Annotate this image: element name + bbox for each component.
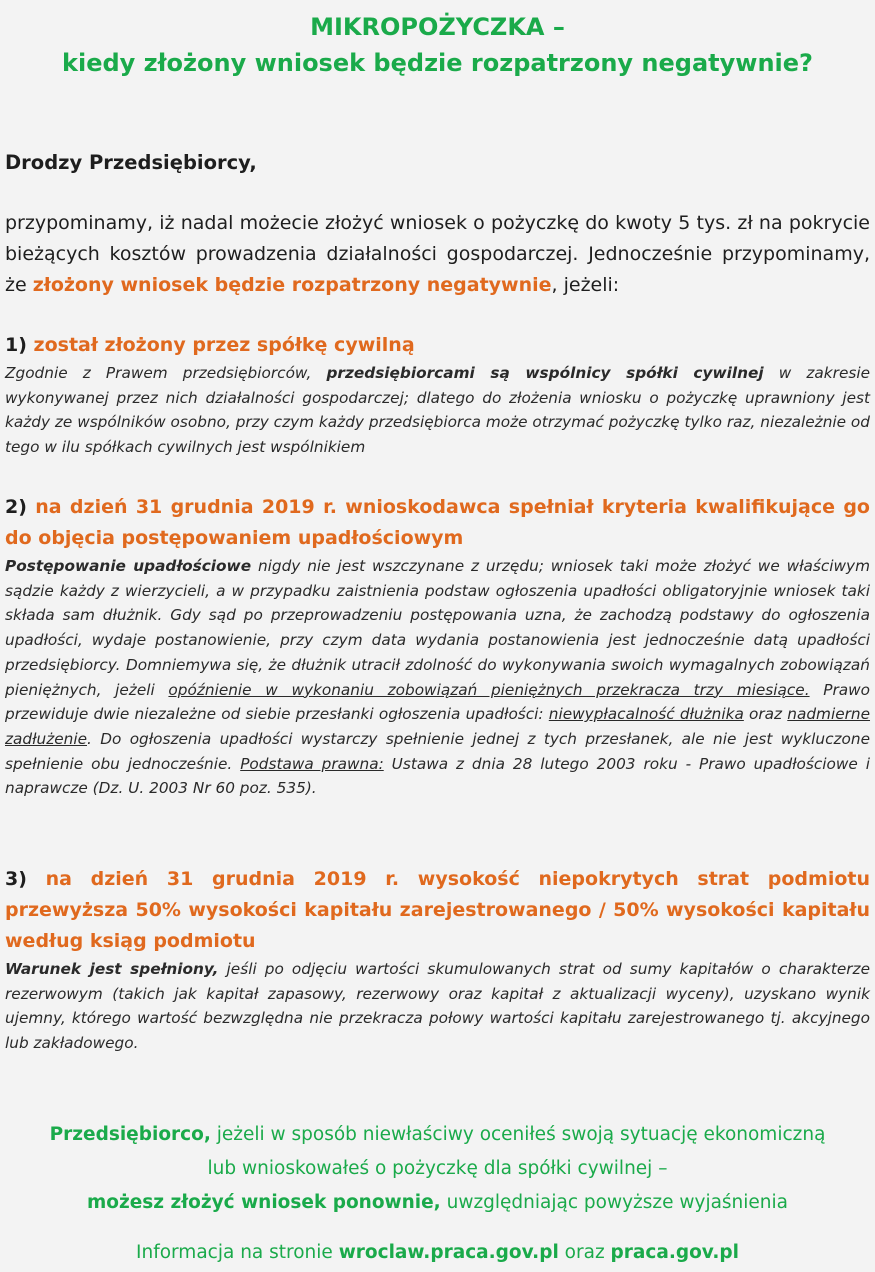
info-site-wroclaw: wroclaw.praca.gov.pl	[338, 1242, 559, 1263]
footer-bold: Przedsiębiorco,	[49, 1124, 211, 1145]
footer-line-3	[0, 1186, 875, 1220]
footer-bold: możesz złożyć wniosek ponownie,	[86, 1192, 441, 1213]
section-3	[5, 864, 870, 1056]
section-2-underline: nadmierne zadłużenie	[5, 705, 871, 748]
footer-line-2: lub wnioskowałeś o pożyczkę dla spółki cywilnej –	[207, 1158, 668, 1179]
section-1-bold: przedsiębiorcami są wspólnicy spółki cywilnej	[326, 364, 764, 382]
section-2-heading	[5, 492, 870, 554]
section-2-underline: niewypłacalność dłużnika	[548, 705, 744, 724]
intro-paragraph	[5, 208, 870, 301]
info-text: oraz	[558, 1242, 611, 1263]
section-3-number: 3)	[5, 868, 27, 890]
intro-text-2: , jeżeli:	[551, 274, 620, 296]
section-1-text: Zgodnie z Prawem przedsiębiorców,	[5, 364, 327, 382]
footer-text: jeżeli w sposób niewłaściwy oceniłeś swoją sytuację ekonomiczną	[210, 1124, 826, 1145]
section-1-body	[5, 361, 870, 460]
section-2-number: 2)	[5, 496, 27, 518]
section-2-text: Prawo przewiduje dwie niezależne od siebie przesłanki ogłoszenia upadłości:	[5, 680, 870, 724]
section-3-text: jeśli po odjęciu wartości skumulowanych strat od sumy kapitałów o charakterze rezerwowym (takich jak kapitał zapasowy, rezerwowy oraz kapitał z aktualizacji wyceny), uzyskano wynik ujemny, którego wartość bezwzględna nie przekracza połowy wartości kapitału zarejestrowanego tj. akcyjnego lub zakładowego.	[5, 960, 870, 1053]
section-2-text: . Do ogłoszenia upadłości wystarczy spełnienie jednej z tych przesłanek, ale nie jest wykluczone spełnienie obu jednocześnie.	[5, 729, 870, 773]
greeting: Drodzy Przedsiębiorcy,	[5, 151, 257, 174]
section-2-underline: opóźnienie w wykonaniu zobowiązań pieniężnych przekracza trzy miesiące.	[168, 680, 810, 699]
intro-text-1: przypominamy, iż nadal możecie złożyć wniosek o pożyczkę do kwoty 5 tys. zł na pokrycie bieżących kosztów prowadzenia działalności gospodarczej. Jednocześnie przypominamy, że	[5, 212, 870, 296]
footer-line-1	[0, 1118, 875, 1152]
section-1-text: w zakresie wykonywanej przez nich działalności gospodarczej; dlatego do złożenia wniosku o pożyczkę uprawniony jest każdy ze wspólników osobno, przy czym każdy przedsiębiorca może otrzymać pożyczkę tylko raz, niezależnie od tego w ilu spółkach cywilnych jest wspólnikiem	[5, 364, 870, 457]
section-3-heading	[5, 864, 870, 957]
section-1-title: został złożony przez spółkę cywilną	[33, 334, 415, 356]
info-site-praca: praca.gov.pl	[610, 1242, 739, 1263]
info-line	[0, 1236, 875, 1270]
section-2-text: oraz	[743, 705, 788, 724]
info-text: Informacja na stronie	[136, 1242, 339, 1263]
section-2-body	[5, 554, 870, 801]
title-line-2: kiedy złożony wniosek będzie rozpatrzony negatywnie?	[62, 49, 813, 77]
page-title	[5, 0, 870, 81]
section-2-text: Ustawa z dnia 28 lutego 2003 roku - Prawo upadłościowe i naprawcze (Dz. U. 2003 Nr 60 poz. 535).	[5, 754, 870, 798]
section-3-title: na dzień 31 grudnia 2019 r. wysokość niepokrytych strat podmiotu przewyższa 50% wysokości kapitału zarejestrowanego / 50% wysokości kapitału według ksiąg podmiotu	[5, 868, 870, 952]
section-3-bold: Warunek jest spełniony,	[5, 960, 219, 978]
footer-message	[0, 1118, 875, 1220]
section-2-title: na dzień 31 grudnia 2019 r. wnioskodawca spełniał kryteria kwalifikujące go do objęcia postępowaniem upadłościowym	[5, 496, 870, 549]
title-line-1: MIKROPOŻYCZKA –	[310, 13, 565, 41]
section-2-bold: Postępowanie upadłościowe	[5, 557, 252, 575]
intro-highlight: złożony wniosek będzie rozpatrzony negatywnie	[32, 274, 552, 296]
section-2-underline: Podstawa prawna:	[240, 754, 384, 773]
section-2	[5, 492, 870, 801]
section-1-heading	[5, 330, 870, 361]
section-1	[5, 330, 870, 460]
footer-text: uwzględniając powyższe wyjaśnienia	[440, 1192, 789, 1213]
section-1-number: 1)	[5, 334, 27, 356]
section-2-text: nigdy nie jest wszczynane z urzędu; wniosek taki może złożyć we właściwym sądzie każdy z wierzycieli, a w przypadku zaistnienia podstaw ogłoszenia upadłości obligatoryjnie wniosek taki składa sam dłużnik. Gdy sąd po przeprowadzeniu postępowania uzna, że zachodzą podstawy do ogłoszenia upadłości, wydaje postanowienie, przy czym data wydania postanowienia jest jednocześnie datą upadłości przedsiębiorcy. Domniemywa się, że dłużnik utracił zdolność do wykonywania swoich wymagalnych zobowiązań pieniężnych, jeżeli	[5, 557, 870, 699]
section-3-body	[5, 957, 870, 1056]
